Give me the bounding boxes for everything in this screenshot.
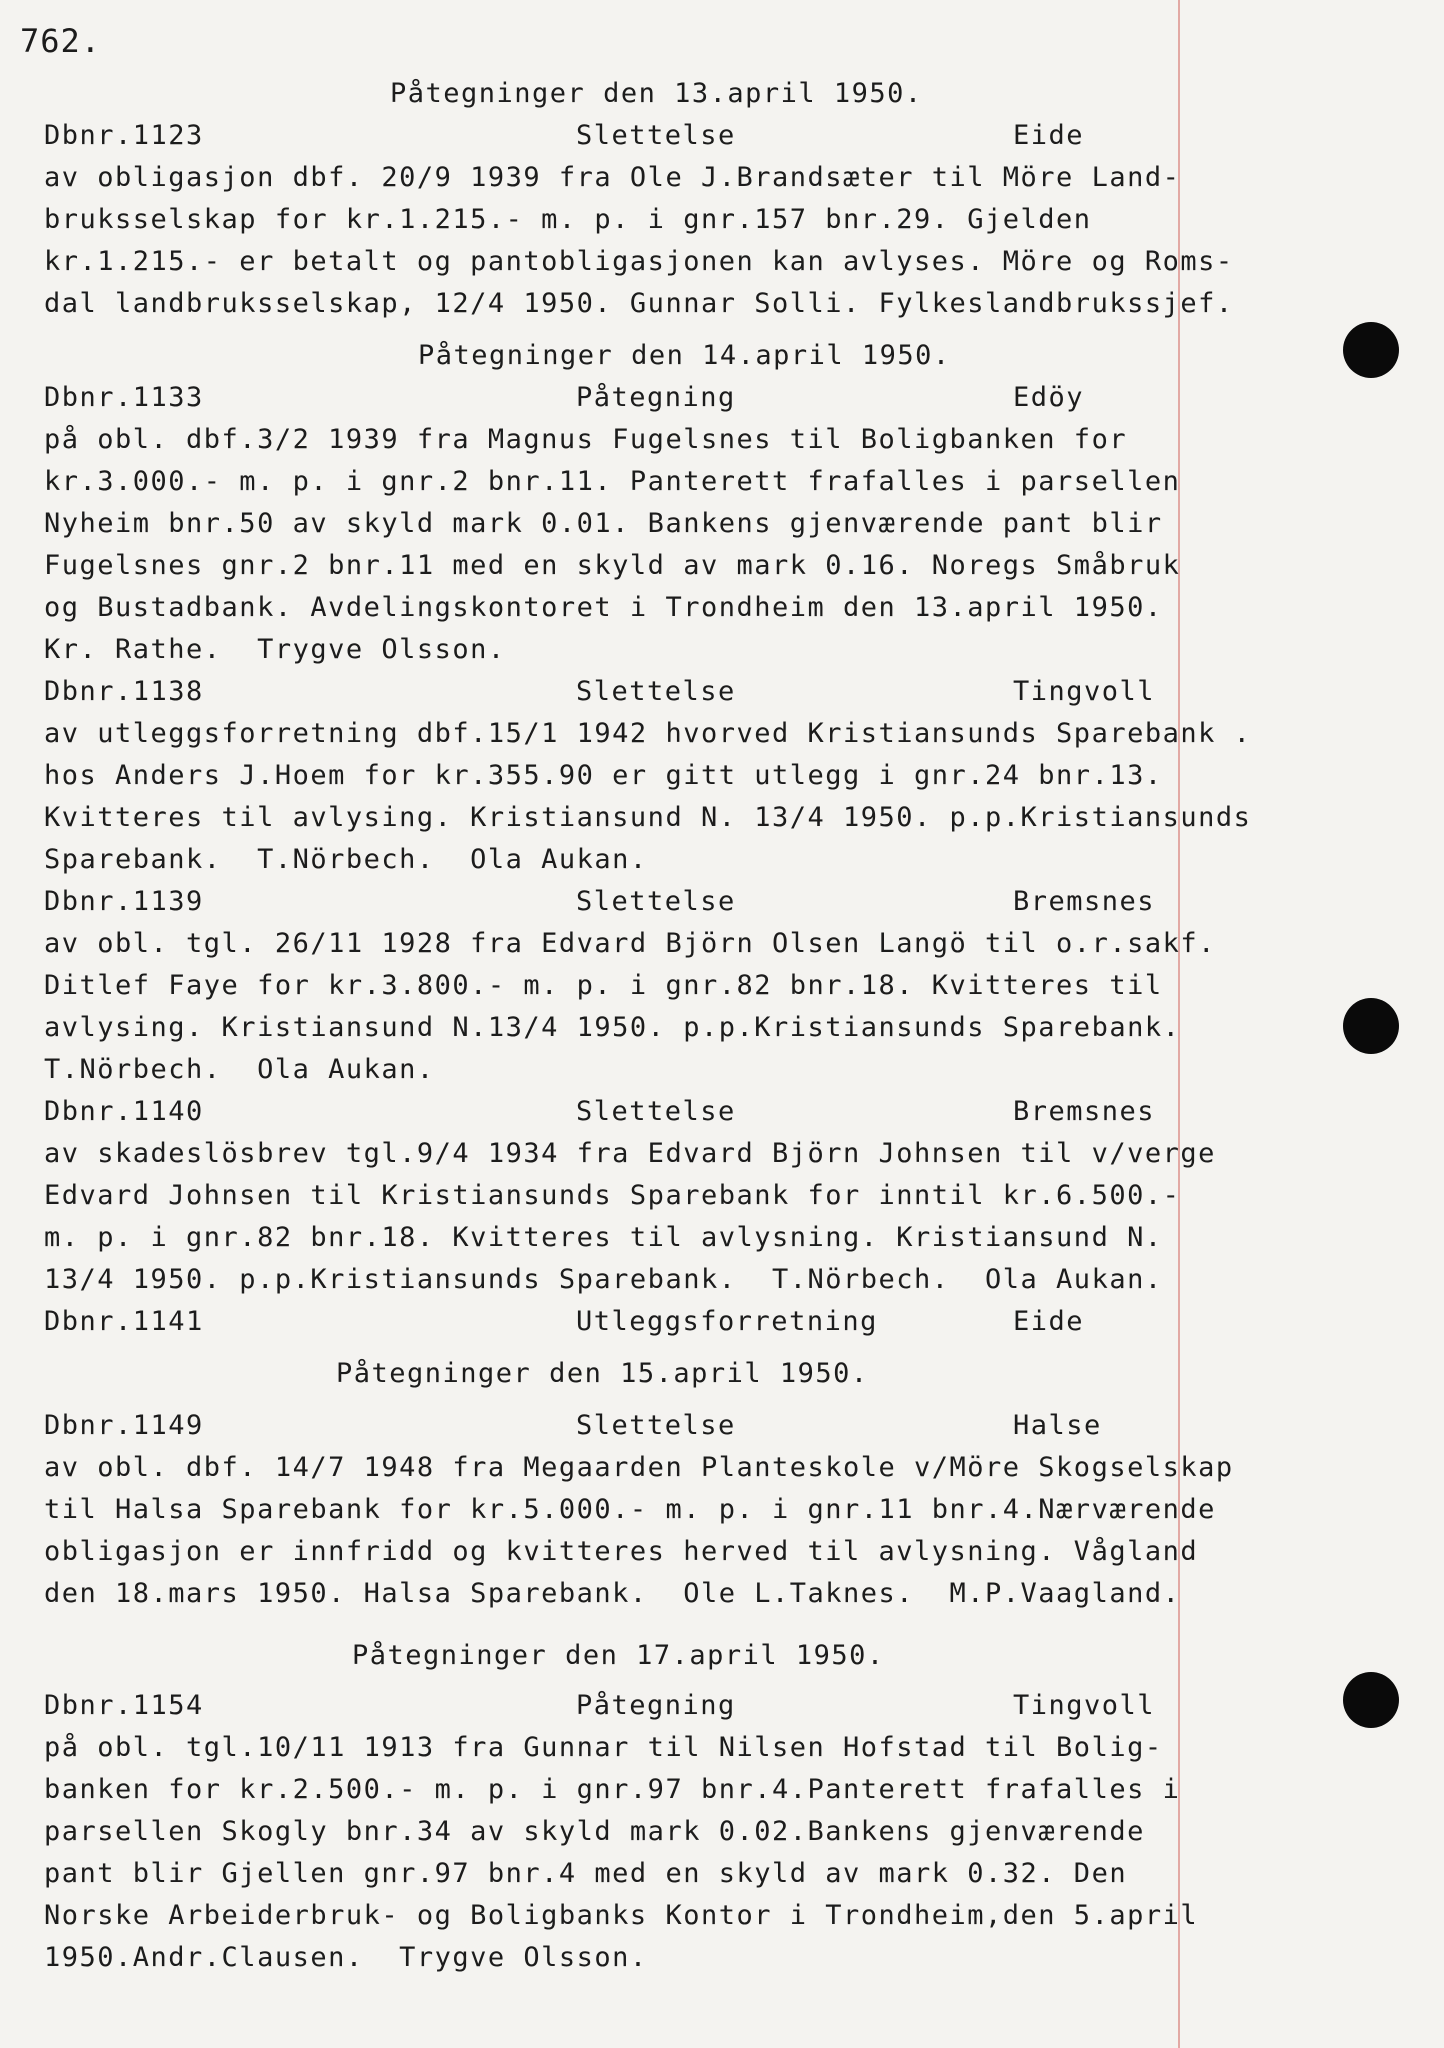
entry-text-line: avlysing. Kristiansund N.13/4 1950. p.p.Kristiansunds Sparebank. bbox=[44, 1012, 1181, 1043]
entry-text-line: hos Anders J.Hoem for kr.355.90 er gitt utlegg i gnr.24 bnr.13. bbox=[44, 760, 1163, 791]
entry-text-line: på obl. dbf.3/2 1939 fra Magnus Fugelsnes til Boligbanken for bbox=[44, 424, 1128, 455]
entry-text-line: Norske Arbeiderbruk- og Boligbanks Kontor i Trondheim,den 5.april bbox=[44, 1900, 1199, 1931]
punch-hole bbox=[1343, 998, 1399, 1054]
punch-hole bbox=[1343, 322, 1399, 378]
entry-type: Slettelse bbox=[576, 1410, 736, 1441]
dbnr-number: Dbnr.1154 bbox=[44, 1690, 204, 1721]
entry-type: Påtegning bbox=[576, 382, 736, 413]
punch-hole bbox=[1343, 1672, 1399, 1728]
entry-text-line: Kr. Rathe. Trygve Olsson. bbox=[44, 634, 506, 665]
dbnr-number: Dbnr.1138 bbox=[44, 676, 204, 707]
entry-text-line: på obl. tgl.10/11 1913 fra Gunnar til Nilsen Hofstad til Bolig- bbox=[44, 1732, 1163, 1763]
entry-type: Påtegning bbox=[576, 1690, 736, 1721]
entry-text-line: og Bustadbank. Avdelingskontoret i Trondheim den 13.april 1950. bbox=[44, 592, 1163, 623]
entry-text-line: av obligasjon dbf. 20/9 1939 fra Ole J.Brandsæter til Möre Land- bbox=[44, 162, 1181, 193]
entry-text-line: obligasjon er innfridd og kvitteres herved til avlysning. Vågland bbox=[44, 1536, 1199, 1567]
entry-place: Edöy bbox=[1013, 382, 1085, 413]
entry-place: Eide bbox=[1013, 120, 1085, 151]
entry-place: Bremsnes bbox=[1013, 886, 1156, 917]
entry-text-line: av utleggsforretning dbf.15/1 1942 hvorved Kristiansunds Sparebank . bbox=[44, 718, 1252, 749]
entry-type: Slettelse bbox=[576, 676, 736, 707]
entry-text-line: 1950.Andr.Clausen. Trygve Olsson. bbox=[44, 1942, 648, 1973]
entry-place: Eide bbox=[1013, 1306, 1085, 1337]
date-heading: Påtegninger den 13.april 1950. bbox=[390, 78, 923, 109]
entry-text-line: av obl. tgl. 26/11 1928 fra Edvard Björn Olsen Langö til o.r.sakf. bbox=[44, 928, 1216, 959]
date-heading: Påtegninger den 17.april 1950. bbox=[352, 1640, 885, 1671]
page-number: 762. bbox=[20, 22, 102, 60]
entry-text-line: Ditlef Faye for kr.3.800.- m. p. i gnr.82 bnr.18. Kvitteres til bbox=[44, 970, 1163, 1001]
dbnr-number: Dbnr.1123 bbox=[44, 120, 204, 151]
entry-type: Slettelse bbox=[576, 120, 736, 151]
entry-type: Slettelse bbox=[576, 886, 736, 917]
entry-text-line: Edvard Johnsen til Kristiansunds Sparebank for inntil kr.6.500.- bbox=[44, 1180, 1181, 1211]
entry-place: Halse bbox=[1013, 1410, 1102, 1441]
entry-text-line: parsellen Skogly bnr.34 av skyld mark 0.02.Bankens gjenværende bbox=[44, 1816, 1145, 1847]
entry-type: Slettelse bbox=[576, 1096, 736, 1127]
dbnr-number: Dbnr.1149 bbox=[44, 1410, 204, 1441]
entry-text-line: av obl. dbf. 14/7 1948 fra Megaarden Planteskole v/Möre Skogselskap bbox=[44, 1452, 1234, 1483]
entry-place: Tingvoll bbox=[1013, 1690, 1156, 1721]
entry-place: Bremsnes bbox=[1013, 1096, 1156, 1127]
entry-text-line: til Halsa Sparebank for kr.5.000.- m. p. i gnr.11 bnr.4.Nærværende bbox=[44, 1494, 1216, 1525]
entry-text-line: av skadeslösbrev tgl.9/4 1934 fra Edvard Björn Johnsen til v/verge bbox=[44, 1138, 1216, 1169]
entry-text-line: Kvitteres til avlysing. Kristiansund N. 13/4 1950. p.p.Kristiansunds bbox=[44, 802, 1252, 833]
entry-text-line: kr.1.215.- er betalt og pantobligasjonen kan avlyses. Möre og Roms- bbox=[44, 246, 1234, 277]
entry-place: Tingvoll bbox=[1013, 676, 1156, 707]
entry-text-line: 13/4 1950. p.p.Kristiansunds Sparebank. T.Nörbech. Ola Aukan. bbox=[44, 1264, 1163, 1295]
entry-text-line: banken for kr.2.500.- m. p. i gnr.97 bnr.4.Panterett frafalles i bbox=[44, 1774, 1181, 1805]
entry-text-line: dal landbruksselskap, 12/4 1950. Gunnar Solli. Fylkeslandbrukssjef. bbox=[44, 288, 1234, 319]
date-heading: Påtegninger den 15.april 1950. bbox=[336, 1358, 869, 1389]
dbnr-number: Dbnr.1133 bbox=[44, 382, 204, 413]
entry-text-line: m. p. i gnr.82 bnr.18. Kvitteres til avlysning. Kristiansund N. bbox=[44, 1222, 1163, 1253]
date-heading: Påtegninger den 14.april 1950. bbox=[418, 340, 951, 371]
dbnr-number: Dbnr.1140 bbox=[44, 1096, 204, 1127]
entry-text-line: Nyheim bnr.50 av skyld mark 0.01. Bankens gjenværende pant blir bbox=[44, 508, 1163, 539]
dbnr-number: Dbnr.1139 bbox=[44, 886, 204, 917]
entry-text-line: den 18.mars 1950. Halsa Sparebank. Ole L.Taknes. M.P.Vaagland. bbox=[44, 1578, 1181, 1609]
entry-text-line: kr.3.000.- m. p. i gnr.2 bnr.11. Panterett frafalles i parsellen bbox=[44, 466, 1181, 497]
entry-text-line: bruksselskap for kr.1.215.- m. p. i gnr.157 bnr.29. Gjelden bbox=[44, 204, 1092, 235]
entry-type: Utleggsforretning bbox=[576, 1306, 878, 1337]
entry-text-line: pant blir Gjellen gnr.97 bnr.4 med en skyld av mark 0.32. Den bbox=[44, 1858, 1128, 1889]
dbnr-number: Dbnr.1141 bbox=[44, 1306, 204, 1337]
entry-text-line: Fugelsnes gnr.2 bnr.11 med en skyld av mark 0.16. Noregs Småbruk bbox=[44, 550, 1181, 581]
entry-text-line: T.Nörbech. Ola Aukan. bbox=[44, 1054, 435, 1085]
entry-text-line: Sparebank. T.Nörbech. Ola Aukan. bbox=[44, 844, 648, 875]
